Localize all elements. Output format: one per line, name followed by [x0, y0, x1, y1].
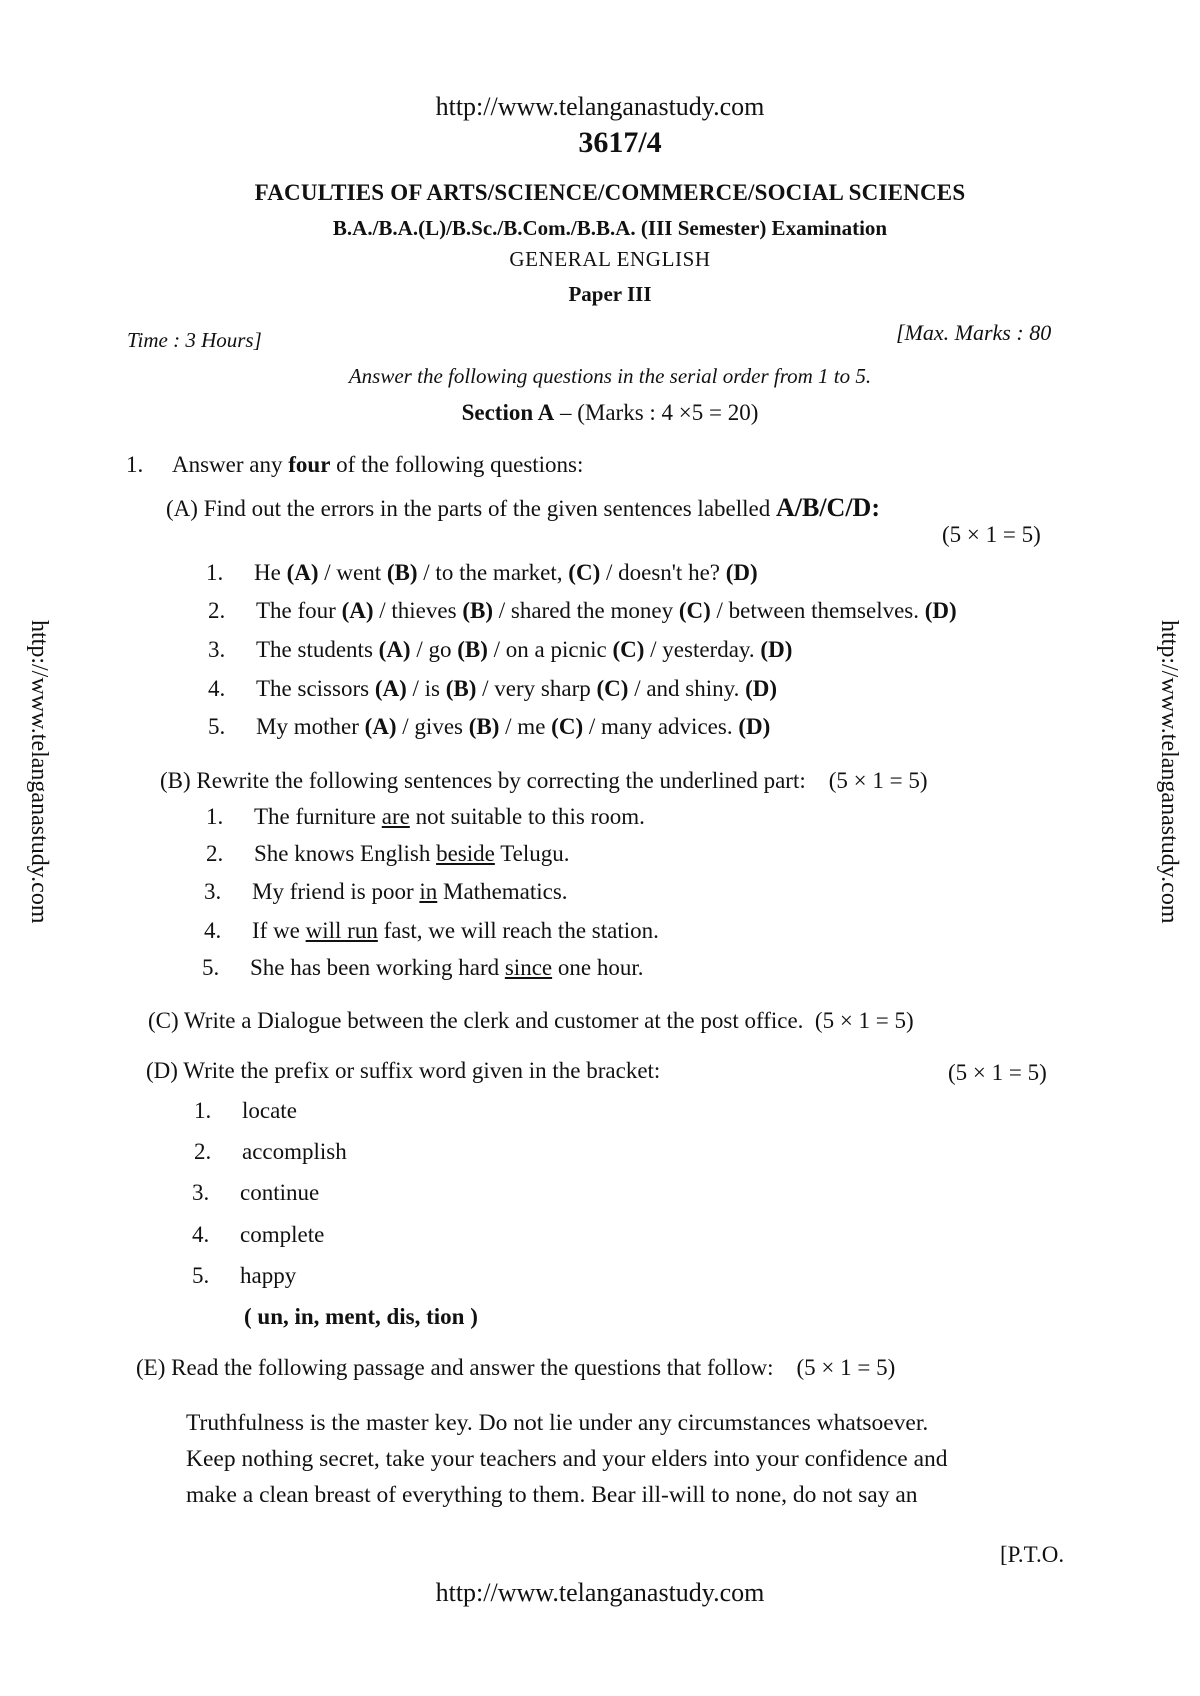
part-d-item — [194, 1139, 347, 1165]
part-a-item — [208, 714, 770, 740]
part-colon: : — [871, 493, 880, 522]
part-label: (A) — [166, 496, 198, 521]
part-text-bold: A/B/C/D — [775, 493, 872, 522]
time-allowed: Time : 3 Hours] — [127, 328, 262, 352]
part-marks: (5 × 1 = 5) — [796, 1355, 896, 1380]
item-label: (C) — [596, 676, 629, 701]
item-text: He — [254, 560, 287, 585]
item-text: / go — [410, 637, 458, 662]
item-word: continue — [240, 1180, 320, 1205]
item-text: The scissors — [256, 676, 375, 701]
item-text: / to the market, — [417, 560, 569, 585]
item-text: She has been working hard — [250, 955, 505, 980]
part-text: Read the following passage and answer the questions that follow: — [171, 1355, 774, 1380]
part-text: Find out the errors in the parts of the given sentences labelled — [203, 496, 776, 521]
section-label: Section A — [461, 400, 555, 425]
item-word: locate — [242, 1098, 297, 1123]
question-text: of the following questions: — [330, 452, 584, 477]
item-label: (A) — [374, 676, 407, 701]
part-text: Rewrite the following sentences by correcting the underlined part: — [196, 768, 806, 793]
item-label: (A) — [378, 637, 411, 662]
item-text: / gives — [396, 714, 469, 739]
part-text: Write the prefix or suffix word given in the bracket: — [183, 1058, 661, 1083]
item-number: 4. — [204, 918, 222, 943]
item-text: / me — [499, 714, 552, 739]
part-b-item — [202, 955, 643, 981]
item-word: accomplish — [242, 1139, 347, 1164]
part-b-item — [206, 804, 645, 830]
item-text: / and shiny. — [628, 676, 746, 701]
item-label: (C) — [551, 714, 584, 739]
item-text: My friend is poor — [252, 879, 420, 904]
item-text: / doesn't he? — [600, 560, 726, 585]
footer-url: http://www.telanganastudy.com — [435, 1578, 765, 1607]
paper-code: 3617/4 — [578, 126, 662, 159]
instruction: Answer the following questions in the serial order from 1 to 5. — [348, 364, 872, 388]
section-heading — [0, 400, 1200, 426]
part-label: (C) — [148, 1008, 179, 1033]
part-d-item — [192, 1222, 324, 1248]
item-text: fast, we will reach the station. — [377, 918, 659, 943]
underlined-part: since — [504, 955, 553, 980]
part-d-item — [192, 1180, 319, 1206]
part-b-item — [204, 879, 568, 905]
underlined-part: are — [381, 804, 410, 829]
item-label: (D) — [738, 714, 771, 739]
max-marks: [Max. Marks : 80 — [896, 320, 1052, 345]
part-a-heading — [166, 493, 880, 523]
part-d-heading — [146, 1058, 660, 1084]
item-label: (B) — [445, 676, 477, 701]
item-label: (B) — [468, 714, 500, 739]
item-text: She knows English — [254, 841, 437, 866]
item-text: / went — [318, 560, 387, 585]
item-number: 2. — [206, 841, 224, 866]
part-marks: (5 × 1 = 5) — [828, 768, 928, 793]
underlined-part: in — [419, 879, 438, 904]
item-number: 5. — [202, 955, 220, 980]
item-text: / between themselves. — [710, 598, 925, 623]
item-label: (C) — [612, 637, 645, 662]
passage-line: Truthfulness is the master key. Do not lie under any circumstances whatsoever. — [186, 1410, 929, 1436]
part-b-heading — [160, 768, 928, 794]
question-text-bold: four — [288, 452, 331, 477]
item-label: (B) — [462, 598, 493, 623]
item-number: 4. — [208, 676, 226, 701]
item-text: / shared the money — [492, 598, 679, 623]
item-number: 4. — [192, 1222, 210, 1247]
passage-line: Keep nothing secret, take your teachers and your elders into your confidence and — [186, 1446, 948, 1472]
item-number: 3. — [204, 879, 222, 904]
item-label: (D) — [745, 676, 778, 701]
part-a-item — [206, 560, 758, 586]
part-a-item — [208, 598, 957, 624]
item-label: (A) — [341, 598, 374, 623]
part-d-item — [192, 1263, 296, 1289]
part-c-heading — [148, 1008, 914, 1034]
question-number: 1. — [126, 452, 144, 477]
item-number: 1. — [206, 804, 224, 829]
item-text: one hour. — [552, 955, 644, 980]
item-text: The four — [256, 598, 342, 623]
part-b-item — [206, 841, 570, 867]
paper-title: Paper III — [568, 282, 652, 306]
item-number: 1. — [206, 560, 224, 585]
question-text: Answer any — [172, 452, 289, 477]
item-text: Telugu. — [494, 841, 570, 866]
question-1 — [126, 452, 583, 478]
item-word: happy — [240, 1263, 297, 1288]
underlined-part: beside — [436, 841, 495, 866]
item-text: / yesterday. — [644, 637, 761, 662]
item-label: (D) — [725, 560, 758, 585]
item-text: not suitable to this room. — [409, 804, 645, 829]
item-label: (D) — [924, 598, 957, 623]
item-number: 1. — [194, 1098, 212, 1123]
item-text: The students — [256, 637, 379, 662]
faculties-title: FACULTIES OF ARTS/SCIENCE/COMMERCE/SOCIAL SCIENCES — [254, 180, 966, 205]
part-a-item — [208, 676, 777, 702]
item-label: (B) — [457, 637, 488, 662]
item-label: (A) — [364, 714, 397, 739]
passage — [186, 1405, 1086, 1513]
part-a-marks: (5 × 1 = 5) — [942, 522, 1041, 547]
underlined-part: will run — [305, 918, 378, 943]
part-text: Write a Dialogue between the clerk and customer at the post office. — [184, 1008, 804, 1033]
item-text: / is — [406, 676, 446, 701]
item-number: 2. — [208, 598, 226, 623]
header-url: http://www.telanganastudy.com — [435, 92, 765, 121]
item-label: (C) — [678, 598, 711, 623]
part-label: (D) — [146, 1058, 178, 1083]
item-text: Mathematics. — [437, 879, 568, 904]
item-text: / very sharp — [476, 676, 597, 701]
part-label: (E) — [136, 1355, 166, 1380]
part-label: (B) — [160, 768, 191, 793]
item-word: complete — [240, 1222, 325, 1247]
pto-marker: [P.T.O. — [1000, 1542, 1065, 1567]
item-text: / on a picnic — [487, 637, 613, 662]
part-d-item — [194, 1098, 297, 1124]
part-marks: (5 × 1 = 5) — [814, 1008, 914, 1033]
item-text: / many advices. — [583, 714, 739, 739]
passage-line: make a clean breast of everything to them. Bear ill-will to none, do not say an — [186, 1482, 918, 1508]
part-d-marks: (5 × 1 = 5) — [948, 1060, 1047, 1085]
side-watermark-left: http://www.telanganastudy.com — [26, 620, 52, 924]
side-watermark-right: http://www.telanganastudy.com — [1156, 620, 1182, 924]
subject-title: GENERAL ENGLISH — [509, 247, 711, 271]
item-number: 5. — [192, 1263, 210, 1288]
section-marks: – (Marks : 4 ×5 = 20) — [554, 400, 759, 425]
item-text: My mother — [256, 714, 365, 739]
part-e-heading — [136, 1355, 895, 1381]
affix-options: ( un, in, ment, dis, tion ) — [244, 1304, 478, 1329]
item-text: If we — [252, 918, 306, 943]
item-number: 2. — [194, 1139, 212, 1164]
item-label: (B) — [386, 560, 418, 585]
item-number: 3. — [208, 637, 226, 662]
item-text: / thieves — [373, 598, 463, 623]
item-number: 3. — [192, 1180, 210, 1205]
exam-title: B.A./B.A.(L)/B.Sc./B.Com./B.B.A. (III Semester) Examination — [332, 216, 888, 240]
part-a-item — [208, 637, 792, 663]
item-text: The furniture — [254, 804, 382, 829]
item-number: 5. — [208, 714, 226, 739]
part-b-item — [204, 918, 659, 944]
item-label: (C) — [568, 560, 601, 585]
item-label: (A) — [286, 560, 319, 585]
item-label: (D) — [760, 637, 793, 662]
